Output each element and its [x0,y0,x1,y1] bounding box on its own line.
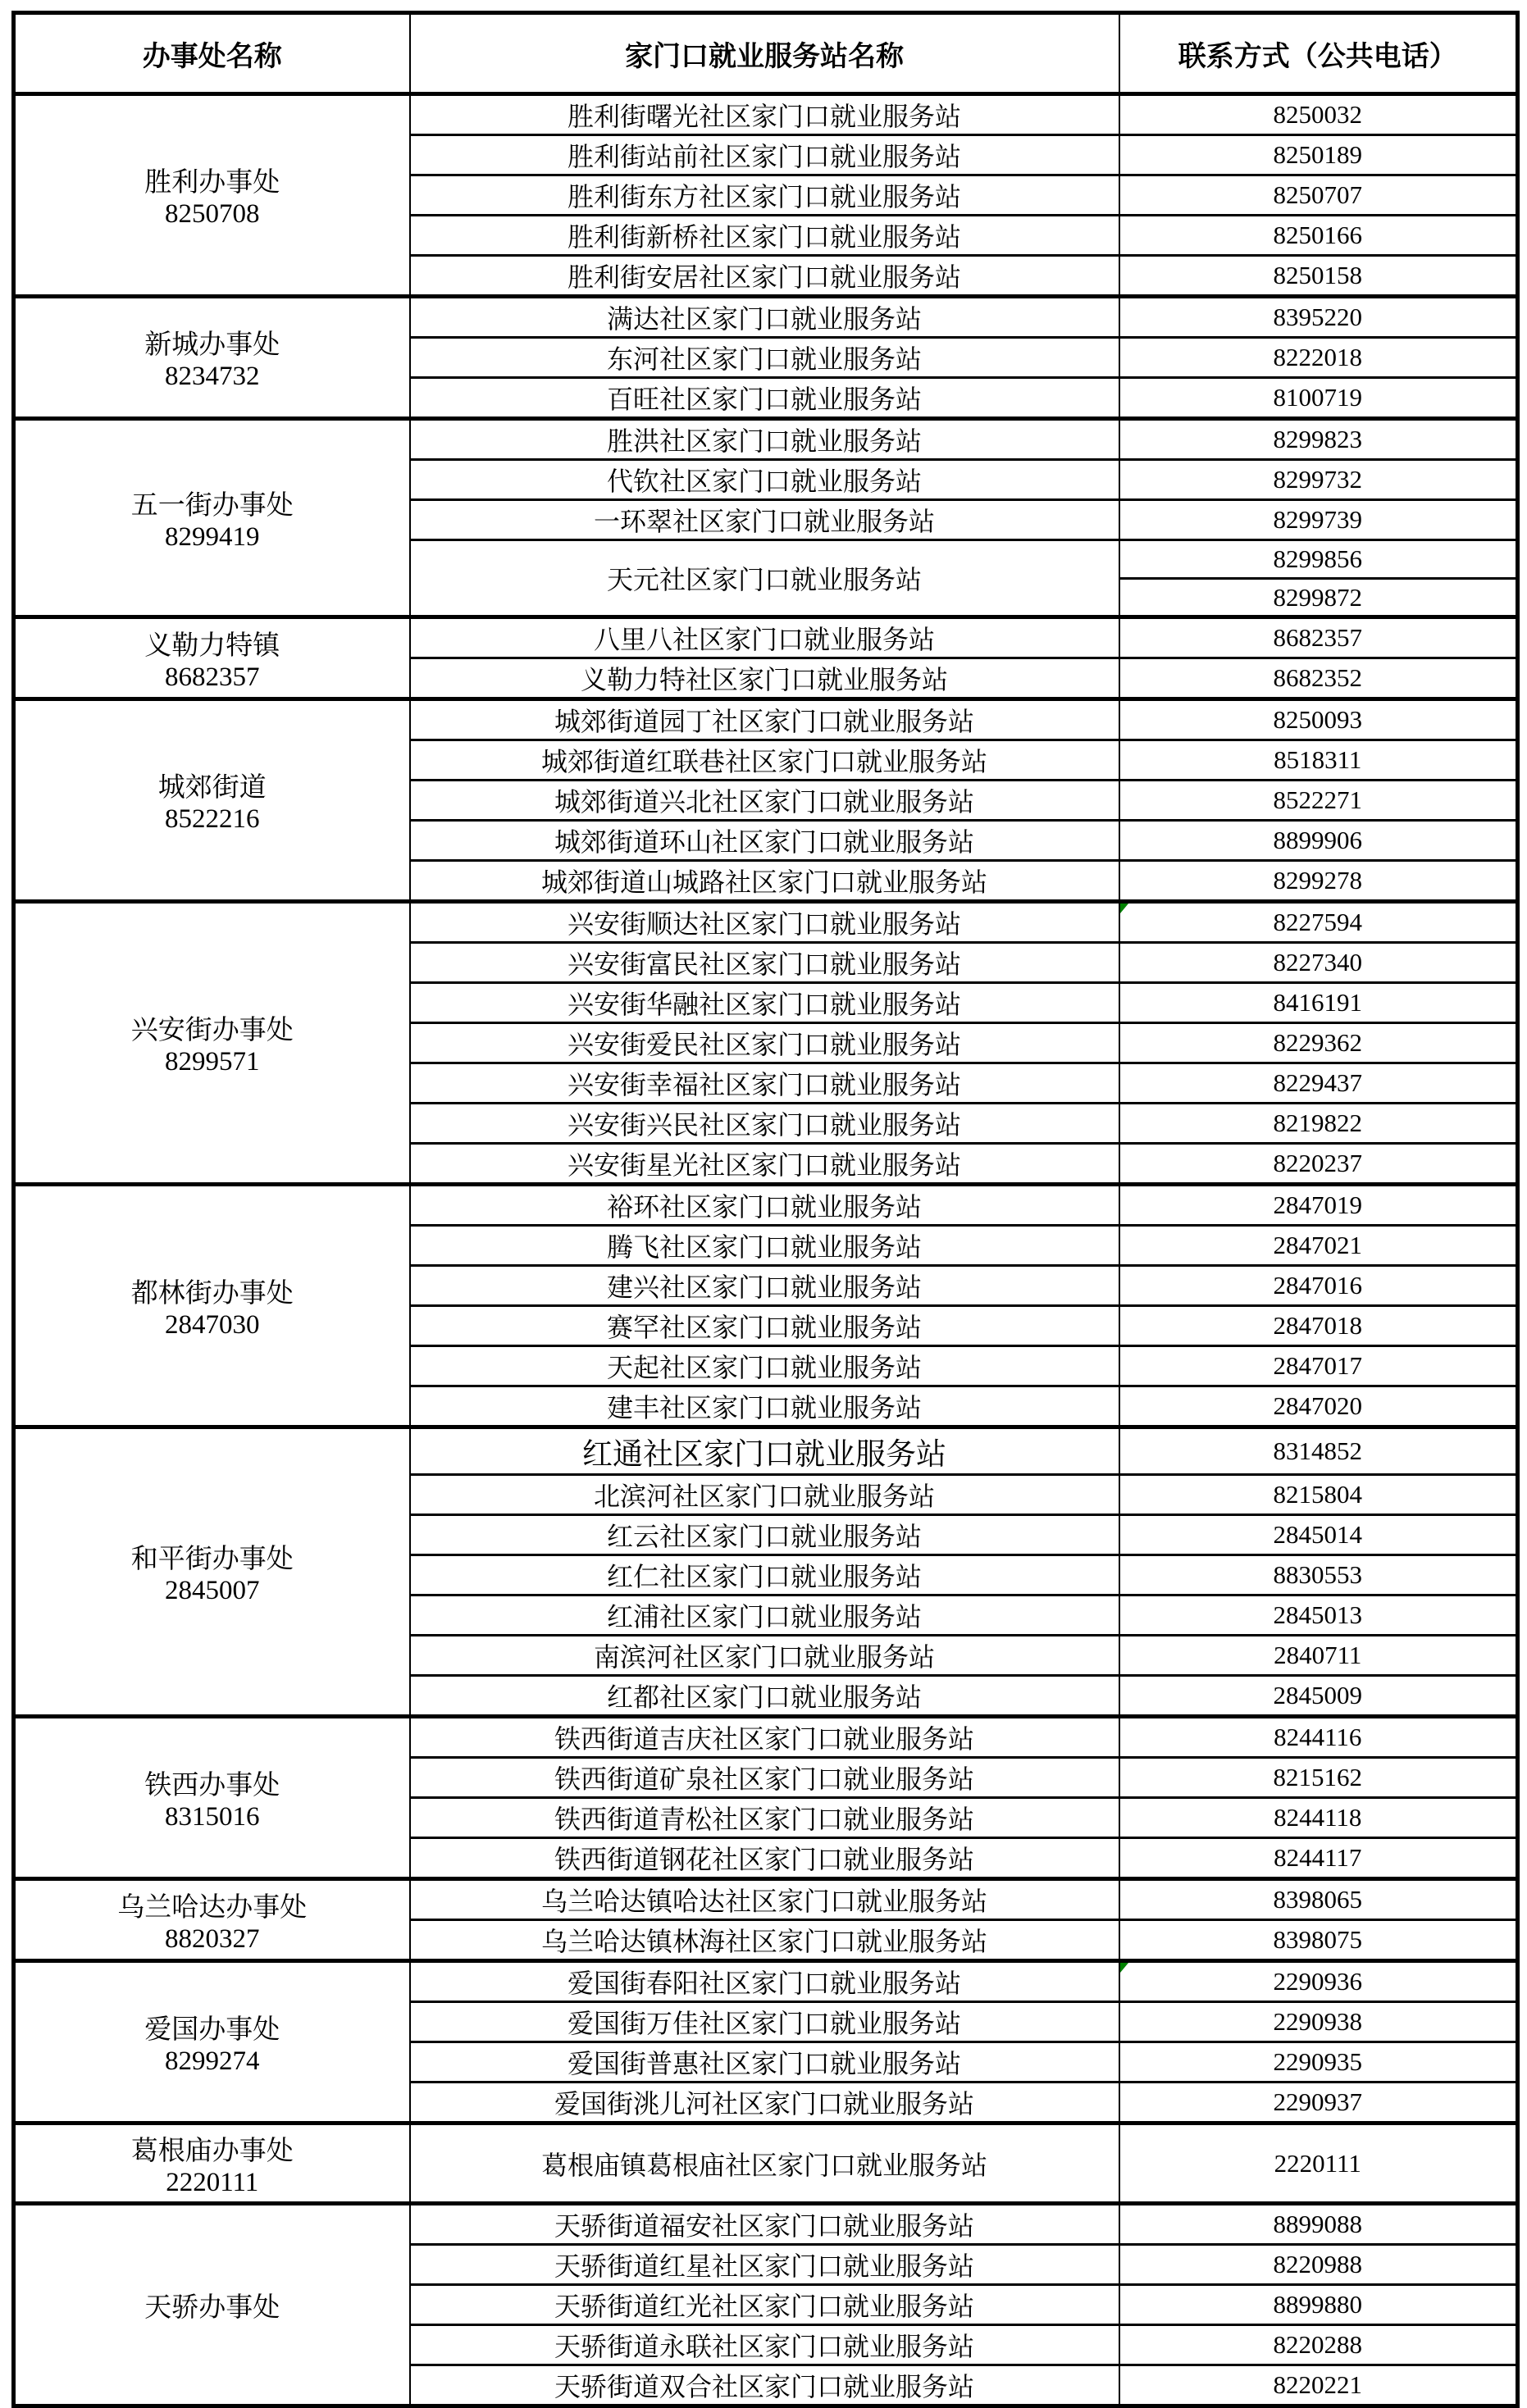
phone-number: 8899880 [1273,2290,1362,2319]
phone-number: 8215162 [1273,1763,1362,1791]
table-header [14,13,1518,94]
phone-cell [1119,1961,1518,2002]
phone-number: 8229362 [1273,1028,1362,1057]
office-name: 葛根庙办事处 [130,2136,294,2166]
phone-number: 8395220 [1273,303,1362,331]
office-cell [14,1717,410,1879]
station-cell: 爱国街洮儿河社区家门口就业服务站 [410,2083,1119,2124]
phone-cell [1119,658,1518,699]
phone-number: 8299823 [1273,425,1362,453]
office-cell [14,617,410,699]
phone-cell [1119,1879,1518,1920]
station-cell: 建兴社区家门口就业服务站 [410,1266,1119,1306]
office-phone: 8682357 [165,662,260,692]
office-cell [14,902,410,1185]
phone-cell [1119,2083,1518,2124]
office-cell-content [16,1537,409,1606]
phone-number: 8229437 [1273,1068,1362,1097]
station-cell: 爱国街万佳社区家门口就业服务站 [410,2002,1119,2042]
station-cell: 乌兰哈达镇林海社区家门口就业服务站 [410,1920,1119,1961]
station-cell: 铁西街道矿泉社区家门口就业服务站 [410,1758,1119,1798]
phone-cell [1119,135,1518,175]
station-cell: 胜利街站前社区家门口就业服务站 [410,135,1119,175]
station-cell: 红云社区家门口就业服务站 [410,1515,1119,1555]
office-phone: 2845007 [165,1576,260,1605]
table-row [14,1427,1518,1475]
phone-cell [1119,943,1518,983]
station-cell: 南滨河社区家门口就业服务站 [410,1636,1119,1676]
table-row [14,419,1518,460]
phone-number: 8222018 [1273,343,1362,371]
office-cell [14,1879,410,1961]
phone-number: 2847020 [1273,1391,1362,1420]
station-cell: 胜利街新桥社区家门口就业服务站 [410,216,1119,256]
station-cell: 天骄街道双合社区家门口就业服务站 [410,2365,1119,2406]
phone-number: 2847019 [1273,1190,1362,1219]
table-row [14,1879,1518,1920]
station-cell: 铁西街道吉庆社区家门口就业服务站 [410,1717,1119,1758]
phone-cell [1119,1798,1518,1838]
phone-number: 2290937 [1273,2087,1362,2116]
station-cell: 赛罕社区家门口就业服务站 [410,1306,1119,1346]
phone-number: 8299732 [1273,465,1362,494]
station-cell: 义勒力特社区家门口就业服务站 [410,658,1119,699]
phone-cell [1119,740,1518,781]
station-cell: 爱国街春阳社区家门口就业服务站 [410,1961,1119,2002]
phone-cell [1119,781,1518,821]
phone-cell [1119,94,1518,135]
phone-cell [1119,2285,1518,2325]
phone-cell [1119,1717,1518,1758]
phone-number: 8416191 [1273,988,1362,1017]
office-phone: 8299274 [165,2046,260,2076]
phone-number: 2840711 [1274,1641,1362,1669]
station-cell: 兴安街星光社区家门口就业服务站 [410,1144,1119,1185]
office-cell [14,699,410,902]
phone-cell [1119,1427,1518,1475]
phone-cell [1119,983,1518,1023]
phone-cell [1119,419,1518,460]
station-cell: 八里八社区家门口就业服务站 [410,617,1119,658]
phone-number: 8250093 [1273,705,1362,734]
phone-cell [1119,256,1518,297]
phone-cell [1119,1226,1518,1266]
station-cell: 百旺社区家门口就业服务站 [410,378,1119,419]
phone-number: 2290935 [1273,2047,1362,2076]
phone-number: 8244116 [1274,1723,1362,1751]
phone-number: 8215804 [1273,1480,1362,1509]
phone-cell [1119,1266,1518,1306]
phone-number: 8250189 [1273,140,1362,169]
phone-cell [1119,1306,1518,1346]
table-row [14,617,1518,658]
phone-cell [1119,1920,1518,1961]
office-name: 都林街办事处 [130,1278,294,1309]
station-cell: 天骄街道红光社区家门口就业服务站 [410,2285,1119,2325]
phone-cell [1119,1555,1518,1595]
phone-number: 8398065 [1273,1885,1362,1914]
office-cell-content [16,1764,409,1832]
phone-cell [1119,338,1518,378]
phone-number: 8220221 [1273,2370,1362,2399]
table-row [14,1961,1518,2002]
office-cell [14,297,410,419]
station-cell: 天骄街道红星社区家门口就业服务站 [410,2245,1119,2285]
office-cell-content [16,484,409,553]
phone-number: 8899088 [1273,2210,1362,2238]
station-cell: 代钦社区家门口就业服务站 [410,460,1119,500]
station-cell: 红浦社区家门口就业服务站 [410,1595,1119,1636]
header-row [14,13,1518,94]
phone-number: 2847016 [1273,1271,1362,1300]
table-row [14,1717,1518,1758]
table-row [14,297,1518,338]
table-row [14,1185,1518,1226]
phone-number: 2845009 [1273,1681,1362,1709]
office-phone: 2220111 [166,2167,259,2197]
phone-number: 8250158 [1273,261,1362,289]
office-name: 乌兰哈达办事处 [117,1892,308,1923]
office-name: 城郊街道 [157,773,267,803]
station-cell: 葛根庙镇葛根庙社区家门口就业服务站 [410,2124,1119,2204]
office-name: 胜利办事处 [144,168,280,198]
station-cell: 乌兰哈达镇哈达社区家门口就业服务站 [410,1879,1119,1920]
phone-cell [1119,821,1518,861]
phone-cell [1119,1023,1518,1063]
phone-cell [1119,2002,1518,2042]
station-cell: 兴安街幸福社区家门口就业服务站 [410,1063,1119,1104]
station-cell: 胜利街安居社区家门口就业服务站 [410,256,1119,297]
station-cell: 城郊街道环山社区家门口就业服务站 [410,821,1119,861]
phone-cell [1119,1104,1518,1144]
phone-number: 8314852 [1273,1436,1362,1465]
phone-cell [1119,378,1518,419]
station-cell: 腾飞社区家门口就业服务站 [410,1226,1119,1266]
phone-cell [1119,617,1518,658]
header-station-name: 家门口就业服务站名称 [410,13,1119,94]
phone-number: 8299739 [1273,505,1362,534]
station-cell: 红通社区家门口就业服务站 [410,1427,1119,1475]
station-cell: 裕环社区家门口就业服务站 [410,1185,1119,1226]
station-cell: 城郊街道园丁社区家门口就业服务站 [410,699,1119,740]
table-body [14,94,1518,2406]
phone-cell [1119,1758,1518,1798]
phone-number: 2847018 [1273,1311,1362,1340]
office-cell [14,2124,410,2204]
phone-number: 2290936 [1273,1967,1362,1996]
office-name: 天骄办事处 [144,2292,280,2323]
phone-number: 8682352 [1273,663,1362,692]
phone-cell [1119,460,1518,500]
office-name: 铁西办事处 [144,1770,280,1800]
office-name: 兴安街办事处 [130,1016,294,1045]
office-name: 五一街办事处 [130,490,294,521]
office-cell [14,1961,410,2124]
phone-number: 8830553 [1273,1560,1362,1589]
station-cell: 红都社区家门口就业服务站 [410,1676,1119,1717]
phone-number: 8518311 [1274,745,1362,774]
phone-cell [1119,699,1518,740]
header-contact: 联系方式（公共电话） [1119,13,1518,94]
station-cell: 北滨河社区家门口就业服务站 [410,1475,1119,1515]
table-row [14,94,1518,135]
office-cell-content [16,2008,409,2077]
phone-cell [1119,2124,1518,2204]
phone-cell [1119,297,1518,338]
phone-cell [1119,861,1518,902]
comment-marker-icon [1120,1963,1128,1973]
phone-number: 8220988 [1273,2250,1362,2278]
header-office-name: 办事处名称 [14,13,410,94]
office-cell-content [16,624,409,693]
phone-cell [1119,2325,1518,2365]
station-cell: 爱国街普惠社区家门口就业服务站 [410,2042,1119,2083]
employment-service-station-table [11,11,1516,2408]
phone-cell [1119,1144,1518,1185]
office-cell [14,419,410,617]
station-cell: 城郊街道兴北社区家门口就业服务站 [410,781,1119,821]
phone-number: 2220111 [1274,2148,1361,2178]
station-cell: 天元社区家门口就业服务站 [410,540,1119,617]
office-cell [14,1427,410,1717]
phone-cell [1119,2204,1518,2245]
comment-marker-icon [1120,904,1128,913]
phone-cell [1119,2245,1518,2285]
phone-number: 2290938 [1273,2007,1362,2036]
table-row [14,2204,1518,2245]
office-cell-content [16,1272,409,1341]
phone-number: 8899906 [1273,826,1362,854]
phone-number: 8398075 [1273,1925,1362,1954]
phone-cell [1119,1676,1518,1717]
phone-cell [1119,1595,1518,1636]
phone-cell [1119,1346,1518,1386]
office-name: 新城办事处 [144,330,280,360]
phone-number: 2845013 [1273,1600,1362,1629]
phone-number: 2847021 [1273,1231,1362,1259]
office-cell [14,1185,410,1427]
phone-number: 2845014 [1273,1520,1362,1549]
station-cell: 兴安街富民社区家门口就业服务站 [410,943,1119,983]
phone-number: 8219822 [1273,1108,1362,1137]
station-cell: 胜利街东方社区家门口就业服务站 [410,175,1119,216]
phone-number: 8227340 [1273,948,1362,976]
office-phone: 2847030 [165,1309,260,1340]
phone-cell [1119,1636,1518,1676]
office-cell-content [16,323,409,392]
phone-number: 8250166 [1273,221,1362,249]
phone-number: 8227594 [1273,908,1362,936]
phone-cell [1119,902,1518,943]
office-cell-content [16,2286,409,2324]
contact-table [11,11,1520,2408]
phone-cell [1119,2042,1518,2083]
station-cell: 胜洪社区家门口就业服务站 [410,419,1119,460]
phone-number: 2847017 [1273,1351,1362,1380]
office-phone: 8299419 [165,521,260,552]
phone-cell [1119,2365,1518,2406]
phone-number: 8299856 [1273,544,1362,573]
station-cell: 铁西街道青松社区家门口就业服务站 [410,1798,1119,1838]
phone-cell [1119,540,1518,579]
station-cell: 红仁社区家门口就业服务站 [410,1555,1119,1595]
phone-cell [1119,1475,1518,1515]
office-phone: 8820327 [165,1923,260,1954]
phone-cell [1119,1838,1518,1879]
station-cell: 城郊街道山城路社区家门口就业服务站 [410,861,1119,902]
phone-number: 8250032 [1273,100,1362,129]
phone-number: 8522271 [1273,785,1362,814]
phone-cell [1119,216,1518,256]
office-cell-content [16,1886,409,1955]
phone-number: 8299872 [1273,582,1362,612]
office-phone: 8250708 [165,199,260,229]
phone-cell [1119,579,1518,617]
phone-number: 8682357 [1273,623,1362,652]
office-phone: 8315016 [165,1801,260,1832]
office-cell-content [16,766,409,835]
station-cell: 城郊街道红联巷社区家门口就业服务站 [410,740,1119,781]
station-cell: 铁西街道钢花社区家门口就业服务站 [410,1838,1119,1879]
phone-number: 8220237 [1273,1149,1362,1177]
station-cell: 东河社区家门口就业服务站 [410,338,1119,378]
station-cell: 天骄街道福安社区家门口就业服务站 [410,2204,1119,2245]
phone-number: 8100719 [1273,383,1362,412]
phone-number: 8244118 [1274,1803,1362,1832]
phone-number: 8250707 [1273,180,1362,209]
station-cell: 天起社区家门口就业服务站 [410,1346,1119,1386]
phone-cell [1119,1515,1518,1555]
office-phone: 8234732 [165,362,260,391]
office-cell-content [16,161,409,230]
office-phone: 8522216 [165,804,260,834]
station-cell: 天骄街道永联社区家门口就业服务站 [410,2325,1119,2365]
office-cell [14,2204,410,2406]
station-cell: 兴安街兴民社区家门口就业服务站 [410,1104,1119,1144]
office-name: 和平街办事处 [130,1545,294,1574]
station-cell: 胜利街曙光社区家门口就业服务站 [410,94,1119,135]
station-cell: 建丰社区家门口就业服务站 [410,1386,1119,1427]
phone-cell [1119,175,1518,216]
phone-cell [1119,1185,1518,1226]
station-cell: 一环翠社区家门口就业服务站 [410,500,1119,540]
station-cell: 兴安街顺达社区家门口就业服务站 [410,902,1119,943]
office-phone: 8299571 [165,1047,260,1077]
phone-cell [1119,1386,1518,1427]
station-cell: 兴安街华融社区家门口就业服务站 [410,983,1119,1023]
phone-cell [1119,500,1518,540]
phone-number: 8220288 [1273,2330,1362,2359]
station-cell: 满达社区家门口就业服务站 [410,297,1119,338]
phone-number: 8244117 [1274,1843,1362,1872]
table-row [14,699,1518,740]
office-cell-content [16,1008,409,1077]
office-cell-content [16,2129,409,2198]
station-cell: 兴安街爱民社区家门口就业服务站 [410,1023,1119,1063]
office-cell [14,94,410,297]
office-name: 义勒力特镇 [144,630,280,661]
table-row [14,902,1518,943]
table-row [14,2124,1518,2204]
office-name: 爱国办事处 [144,2014,280,2045]
phone-number: 8299278 [1273,866,1362,894]
phone-cell [1119,1063,1518,1104]
